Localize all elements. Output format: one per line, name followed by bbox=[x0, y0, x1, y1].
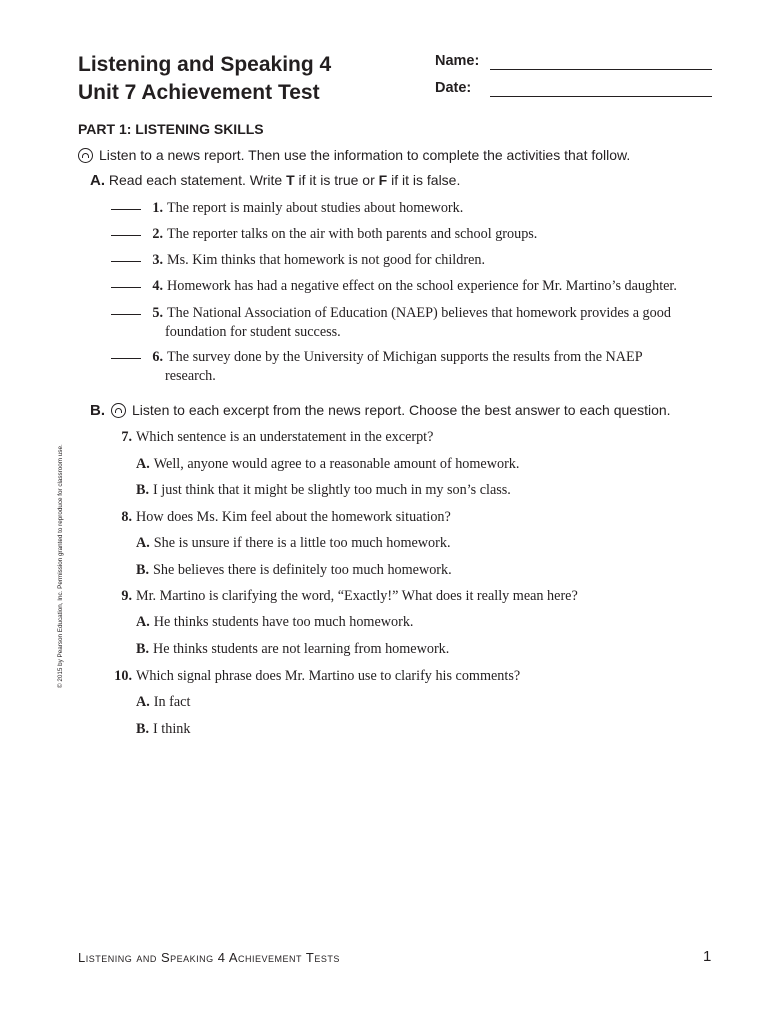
answer-option[interactable] bbox=[136, 694, 190, 711]
section-a-t: T bbox=[286, 172, 295, 188]
part-heading: PART 1: LISTENING SKILLS bbox=[78, 121, 264, 137]
section-a-letter: A. bbox=[90, 172, 105, 189]
question-text: Which sentence is an understatement in the excerpt? bbox=[136, 429, 434, 445]
section-b-instructions bbox=[90, 402, 671, 419]
item-number: 2. bbox=[152, 226, 163, 242]
headphones-icon bbox=[111, 403, 126, 418]
answer-option[interactable] bbox=[136, 721, 190, 738]
option-text: She believes there is definitely too much homework. bbox=[153, 562, 452, 578]
option-letter: B. bbox=[136, 482, 150, 498]
item-text-continued: research. bbox=[165, 368, 216, 384]
answer-option[interactable] bbox=[136, 641, 449, 658]
option-letter: B. bbox=[136, 641, 150, 657]
option-text: I think bbox=[153, 721, 191, 737]
item-text: The report is mainly about studies about homework. bbox=[167, 200, 464, 216]
option-text: Well, anyone would agree to a reasonable amount of homework. bbox=[153, 456, 520, 472]
section-a-instr-3: if it is false. bbox=[387, 172, 461, 188]
option-letter: B. bbox=[136, 562, 150, 578]
question-text: Mr. Martino is clarifying the word, “Exactly!” What does it really mean here? bbox=[136, 588, 578, 604]
item-text: The National Association of Education (NAEP) believes that homework provides a good bbox=[167, 305, 671, 321]
item-text: The reporter talks on the air with both parents and school groups. bbox=[167, 226, 538, 242]
title-line-2: Unit 7 Achievement Test bbox=[78, 81, 320, 104]
item-number: 6. bbox=[152, 349, 163, 365]
answer-option[interactable] bbox=[136, 535, 451, 552]
tf-item bbox=[111, 304, 721, 342]
question-text: How does Ms. Kim feel about the homework situation? bbox=[136, 509, 451, 525]
item-number: 4. bbox=[152, 278, 163, 294]
answer-option[interactable] bbox=[136, 614, 413, 631]
answer-option[interactable] bbox=[136, 562, 452, 579]
question-number: 8. bbox=[121, 509, 132, 525]
part-intro bbox=[78, 147, 630, 163]
part-intro-text: Listen to a news report. Then use the information to complete the activities that follow. bbox=[99, 147, 631, 163]
tf-item bbox=[111, 199, 721, 218]
item-number: 3. bbox=[152, 252, 163, 268]
question-number: 7. bbox=[121, 429, 132, 445]
headphones-icon bbox=[78, 148, 93, 163]
name-label: Name: bbox=[435, 53, 480, 69]
option-letter: A. bbox=[136, 535, 150, 551]
item-text-continued: foundation for student success. bbox=[165, 324, 341, 340]
section-a-f: F bbox=[378, 172, 388, 188]
answer-option[interactable] bbox=[136, 456, 519, 473]
question bbox=[108, 588, 578, 605]
question bbox=[108, 668, 520, 685]
item-number: 5. bbox=[152, 305, 163, 321]
question-number: 9. bbox=[121, 588, 132, 604]
question-number: 10. bbox=[114, 668, 132, 684]
item-text: Ms. Kim thinks that homework is not good for children. bbox=[167, 252, 486, 268]
footer-text: Listening and Speaking 4 Achievement Tests bbox=[78, 950, 340, 965]
date-label: Date: bbox=[435, 80, 472, 96]
section-a-instr-2: if it is true or bbox=[294, 172, 379, 188]
section-b-letter: B. bbox=[90, 402, 105, 419]
tf-item bbox=[111, 277, 721, 296]
name-field[interactable] bbox=[435, 53, 479, 69]
section-b-instr-text: Listen to each excerpt from the news report. Choose the best answer to each question. bbox=[132, 402, 671, 418]
tf-item bbox=[111, 251, 721, 270]
answer-blank[interactable] bbox=[111, 261, 141, 262]
date-line[interactable] bbox=[490, 96, 712, 97]
item-text: Homework has had a negative effect on the school experience for Mr. Martino’s daughter. bbox=[167, 278, 677, 294]
option-text: He thinks students are not learning from homework. bbox=[153, 641, 450, 657]
question bbox=[108, 509, 451, 526]
question-text: Which signal phrase does Mr. Martino use to clarify his comments? bbox=[136, 668, 521, 684]
name-line[interactable] bbox=[490, 69, 712, 70]
item-text: The survey done by the University of Michigan supports the results from the NAEP bbox=[167, 349, 643, 365]
answer-blank[interactable] bbox=[111, 314, 141, 315]
option-text: She is unsure if there is a little too much homework. bbox=[153, 535, 451, 551]
test-title bbox=[78, 51, 331, 107]
date-field[interactable] bbox=[435, 80, 471, 96]
answer-blank[interactable] bbox=[111, 209, 141, 210]
tf-item bbox=[111, 225, 721, 244]
option-letter: A. bbox=[136, 456, 150, 472]
question bbox=[108, 429, 433, 446]
answer-blank[interactable] bbox=[111, 287, 141, 288]
option-letter: A. bbox=[136, 614, 150, 630]
page-number: 1 bbox=[703, 948, 712, 965]
option-letter: A. bbox=[136, 694, 150, 710]
option-text: In fact bbox=[153, 694, 191, 710]
section-a-instr-1: Read each statement. Write bbox=[108, 172, 287, 188]
tf-item bbox=[111, 348, 721, 386]
answer-blank[interactable] bbox=[111, 235, 141, 236]
answer-option[interactable] bbox=[136, 482, 511, 499]
answer-blank[interactable] bbox=[111, 358, 141, 359]
title-line-1: Listening and Speaking 4 bbox=[78, 53, 332, 76]
option-text: I just think that it might be slightly too much in my son’s class. bbox=[153, 482, 511, 498]
option-letter: B. bbox=[136, 721, 150, 737]
section-a-instructions bbox=[90, 172, 460, 189]
copyright-note: © 2015 by Pearson Education, Inc. Permission granted to reproduce for classroom use. bbox=[57, 444, 64, 688]
option-text: He thinks students have too much homework. bbox=[153, 614, 414, 630]
item-number: 1. bbox=[152, 200, 163, 216]
